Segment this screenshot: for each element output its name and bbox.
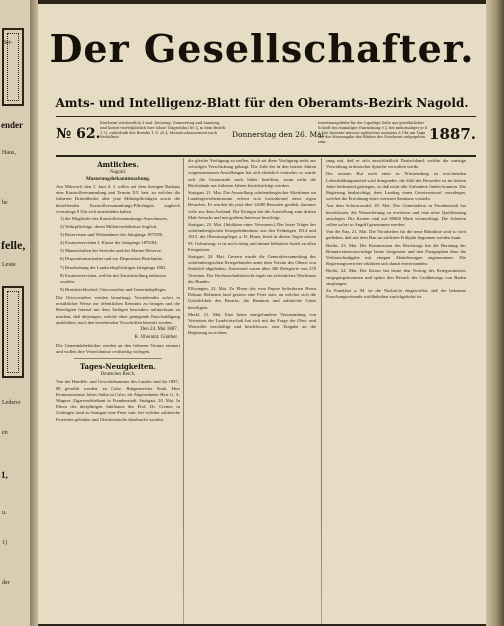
news-article: Aus dem Schwarzwald, 20. Mai. Der Gemeinderat in Freudenstadt hat beschlossen, die Wasserleitung zu erweitern und eine neue Quellfassung anzulegen. Die Kosten sind auf 60000 Mark veranschlagt. Die Arbeiten sollen sofort in Angriff genommen werden. <box>326 203 466 228</box>
news-article: Ellwangen, 22. Mai. Zu Ehren des vom Papste beförderten Herrn Dekans Hofmann fand gestern eine Feier statt, an welcher sich die Geistlichkeit des Bezirks, die Beamten und zahlreiche Gäste beteiligten. <box>188 286 316 310</box>
left-page-fragment: he <box>2 200 8 206</box>
ornament-border-bottom <box>2 286 24 378</box>
news-region-heading: Deutsches Reich. <box>100 372 136 378</box>
insertion-terms: Insertionsgebühr für die 1spaltige Zeile aus gewöhnlicher Schrift bei einmaliger Einrückung 9 ₰, bei mehrmaliger je 6 ₰. Die Inserate müssen spätestens morgens 8 Uhr am Tage vor der Herausgabe des Blattes der Druckerei aufgegeben sein. <box>318 121 428 145</box>
news-article: sung mit, daß er sich ausschließlich Deutschland, welche die sonstige Verwaltung in deutscher Sprache verwalten werde. <box>326 158 466 170</box>
issue-info-bar <box>56 120 476 154</box>
notice-signature: K. Oberamt. Günther. <box>134 334 178 340</box>
issue-date: Donnerstag den 26. Mai <box>232 130 325 139</box>
news-article: Stuttgart, 23. Mai. (Jubiläum eines Veteranen.) Der letzte Träger der württembergischen Kriegsdenkmünze aus den Feldzügen 1814 und 1815, der Oberamtspfleger a. D. Ebner, feiert in diesen Tagen seinen 93. Geburtstag; er ist noch rüstig und nimmt lebhaften Anteil an allen Ereignissen. <box>188 222 316 252</box>
place-heading: Nagold. <box>110 170 126 175</box>
book-gutter <box>30 0 38 626</box>
news-article: Von der Handels- und Gewerbekammer des Landes sind für 1887–88 gewählt worden: zu Calw: Bürgermeister Staib, Herr Kommerzienrat Julius Stälin in Calw; als Abgeordneter Herr G. A. Wagner, Zigarrenfabrikant in Freudenstadt. Stuttgart, 20. Mai. In Ehren des diesjährigen Jubiläums des Prof. Dr. Cremer in Göttingen fand zu Stuttgart eine Feier statt, bei welcher zahlreiche Festreden gehalten und Glückwünsche überbracht wurden. <box>56 379 180 422</box>
section-divider <box>74 358 162 359</box>
notice-intro: Am Mittwoch den 1. Juni d. J. sollen auf dem hiesigen Rathaus eine Kontrollversammlung und Termin XV. betr. zu welcher die früheren Dritteltheiler aber jene Militärpflichtigen sowie die betreffenden Kontrollversammlungs-Pflichtigen zugleich vormittags 9 Uhr sich einzufinden haben. <box>56 184 180 214</box>
left-page-fragment: 1) <box>2 540 7 546</box>
left-page-fragment: 1, <box>1 470 8 480</box>
paper-aging-overlay <box>38 514 486 624</box>
left-page-fragment: Leute <box>2 262 16 268</box>
section-title-official: Amtliches. <box>97 160 139 169</box>
news-article: Berlin, 23. Mai. Die Kommission des Reichstags hat die Beratung der Branntweinsteuervorlage heute fortgesetzt und den Paragraphen über die Verbrauchsabgabe mit einigen Abänderungen angenommen. Die Regierungsvertreter erklärten sich damit einverstanden. <box>326 242 466 267</box>
left-page-fragment: Ber- <box>2 40 13 46</box>
masthead-subtitle: Amts- und Intelligenz-Blatt für den Oberamts-Bezirk Nagold. <box>55 96 469 110</box>
news-article: Von der Enz, 21. Mai. Die Vorarbeiten für die neue Bahnlinie sind so weit gediehen, daß mit dem Bau im nächsten Frühjahr begonnen werden kann. <box>326 229 466 241</box>
left-page-fragment: ender <box>1 120 23 130</box>
masthead-title: Der Gesellschafter. <box>49 26 475 71</box>
notice-heading: Musterungsbekanntmachung. <box>85 177 151 182</box>
header-rule-bottom <box>56 155 476 157</box>
adjacent-page-edge <box>0 0 30 626</box>
list-item: 7) Beurlaubung der Landwehrpflichtigen Jahrgänge 1882, <box>60 264 167 270</box>
list-item: 2) Wehrpflichtige, deren Militärverhältnisse fraglich, <box>60 224 158 230</box>
issue-number: № 62. <box>56 126 101 142</box>
list-item: 6) Dispositionsurlauber und zur Disposition Beurlaubte, <box>60 256 164 262</box>
left-page-fragment: u. <box>2 510 7 516</box>
news-article: die gleiche Verfügung zu treffen, doch sei diese Verfügung nicht zur sofortigen Verschickung gelangt. Die Zahl der in den letzten Jahren vorgenommenen Anstellungen hat sich erheblich vermehrt, es würde sich die Gesamtzahl noch höher beziffern, wenn nicht die Rückstände aus früheren Jahren berücksichtigt würden. <box>188 158 316 188</box>
notice-reminder: Die Gemeindebehörden werden an den früheren Termin erinnert und wollen ihre Verzeichnisse rechtzeitig vorlegen. <box>56 342 180 355</box>
left-page-fragment: Lederer <box>2 400 21 406</box>
list-item: 9) Bezirksfeldwebel, Ortsvorsteher und Gemeindepfleger. <box>60 286 167 292</box>
news-article: Der erneute Ruf nach einer in Württemberg zu errichtenden Lehrerbildungsanstalt wird dringender; die Zahl der Bewerber ist im letzten Jahre bedeutend gestiegen, so daß nicht alle Aufnahme finden konnten. Die Regierung beabsichtigt, dem Landtag einen Gesetzentwurf vorzulegen, welcher die Errichtung eines weiteren Seminars vorsieht. <box>326 171 466 202</box>
left-page-fragment: felle, <box>1 238 26 252</box>
issue-year: 1887. <box>429 125 476 143</box>
news-article: Zu Frankfurt a. M. ist die Nachricht eingetroffen, daß der bekannte Forschungsreisende wohlbehalten zurückgekehrt ist. <box>326 288 466 300</box>
left-page-fragment: en <box>2 430 8 436</box>
list-item: 8) Ersatzreservisten, welche mit Zurückstellung entlassen wurden, <box>60 272 166 284</box>
left-page-fragment: der <box>2 580 10 586</box>
list-item: 4) Ersatzreservisten I. Klasse der Jahrgänge 1876/84, <box>60 240 158 246</box>
news-article: Stuttgart, 24. Mai. Gestern wurde die Generalversammlung des württembergischen Kriegerbundes unter dem Vorsitz des Oberst von Starkloff abgehalten. Anwesend waren über 400 Delegierte von 270 Vereinen. Der Rechenschaftsbericht ergab ein erfreuliches Wachstum des Bundes. <box>188 254 316 284</box>
subscription-terms: Erscheint wöchentlich 3 mal: Dienstag, Donnerstag und Samstag, und kostet vierteljährlich hier (ohne Trägerlohn) 80 ₰, in dem Bezirk 1 ℳ, außerhalb des Bezirks 1 ℳ 20 ₰. Monats-abonnement nach Verhältnis. <box>100 121 226 140</box>
news-article: Stuttgart, 21. Mai. Die Ausstellung württembergischer Altertümer im Landesgewerbemuseum erfreut sich fortwährend eines regen Besuches. Es wurden bis jetzt über 12000 Besucher gezählt, darunter viele aus dem Ausland. Die Königin hat die Ausstellung zum dritten Male besucht und mit großem Interesse besichtigt. <box>188 190 316 220</box>
left-page-fragment: Haus, <box>2 150 16 156</box>
page-stack-edge <box>486 0 504 626</box>
notice-dated: Den 24. Mai 1887. <box>140 326 178 332</box>
section-title-news: Tages-Neuigkeiten. <box>80 362 156 372</box>
list-item: 1) die Mitglieder des Kontrollversammlungs-Ausschusses, <box>60 216 168 222</box>
newspaper-page <box>38 4 486 624</box>
news-article: Merkl, 21. Mai. Eine heute stattgefundene Versammlung von Vertretern der Landwirtschaft hat sich mit der Frage der Obst- und Weinzölle beschäftigt und beschlossen, eine Eingabe an die Regierung zu richten. <box>188 311 316 336</box>
ornament-border-top <box>2 28 24 106</box>
list-item: 3) Reservisten und Wehrmänner der Jahrgänge 1875/80, <box>60 232 164 238</box>
list-item: 5) Mannschaften der Seewehr und der Marine-Reserve, <box>60 248 162 254</box>
news-article: Berlin, 24. Mai. Der Kaiser hat heute den Vortrag des Kriegsministers entgegengenommen und später den Besuch des Großherzogs von Baden empfangen. <box>326 268 466 286</box>
header-rule-top <box>56 116 476 117</box>
notice-body: Die Ortsvorsteher werden beauftragt, Vorstehendes sofort in ortsüblicher Weise zur öffentlichen Kenntnis zu bringen und die Beteiligten hierauf mit dem Anfügen besonders aufmerksam zu machen, daß diejenigen, welche ohne genügende Entschuldigung ausbleiben, nach den bestehenden Vorschriften bestraft werden. <box>56 294 180 325</box>
